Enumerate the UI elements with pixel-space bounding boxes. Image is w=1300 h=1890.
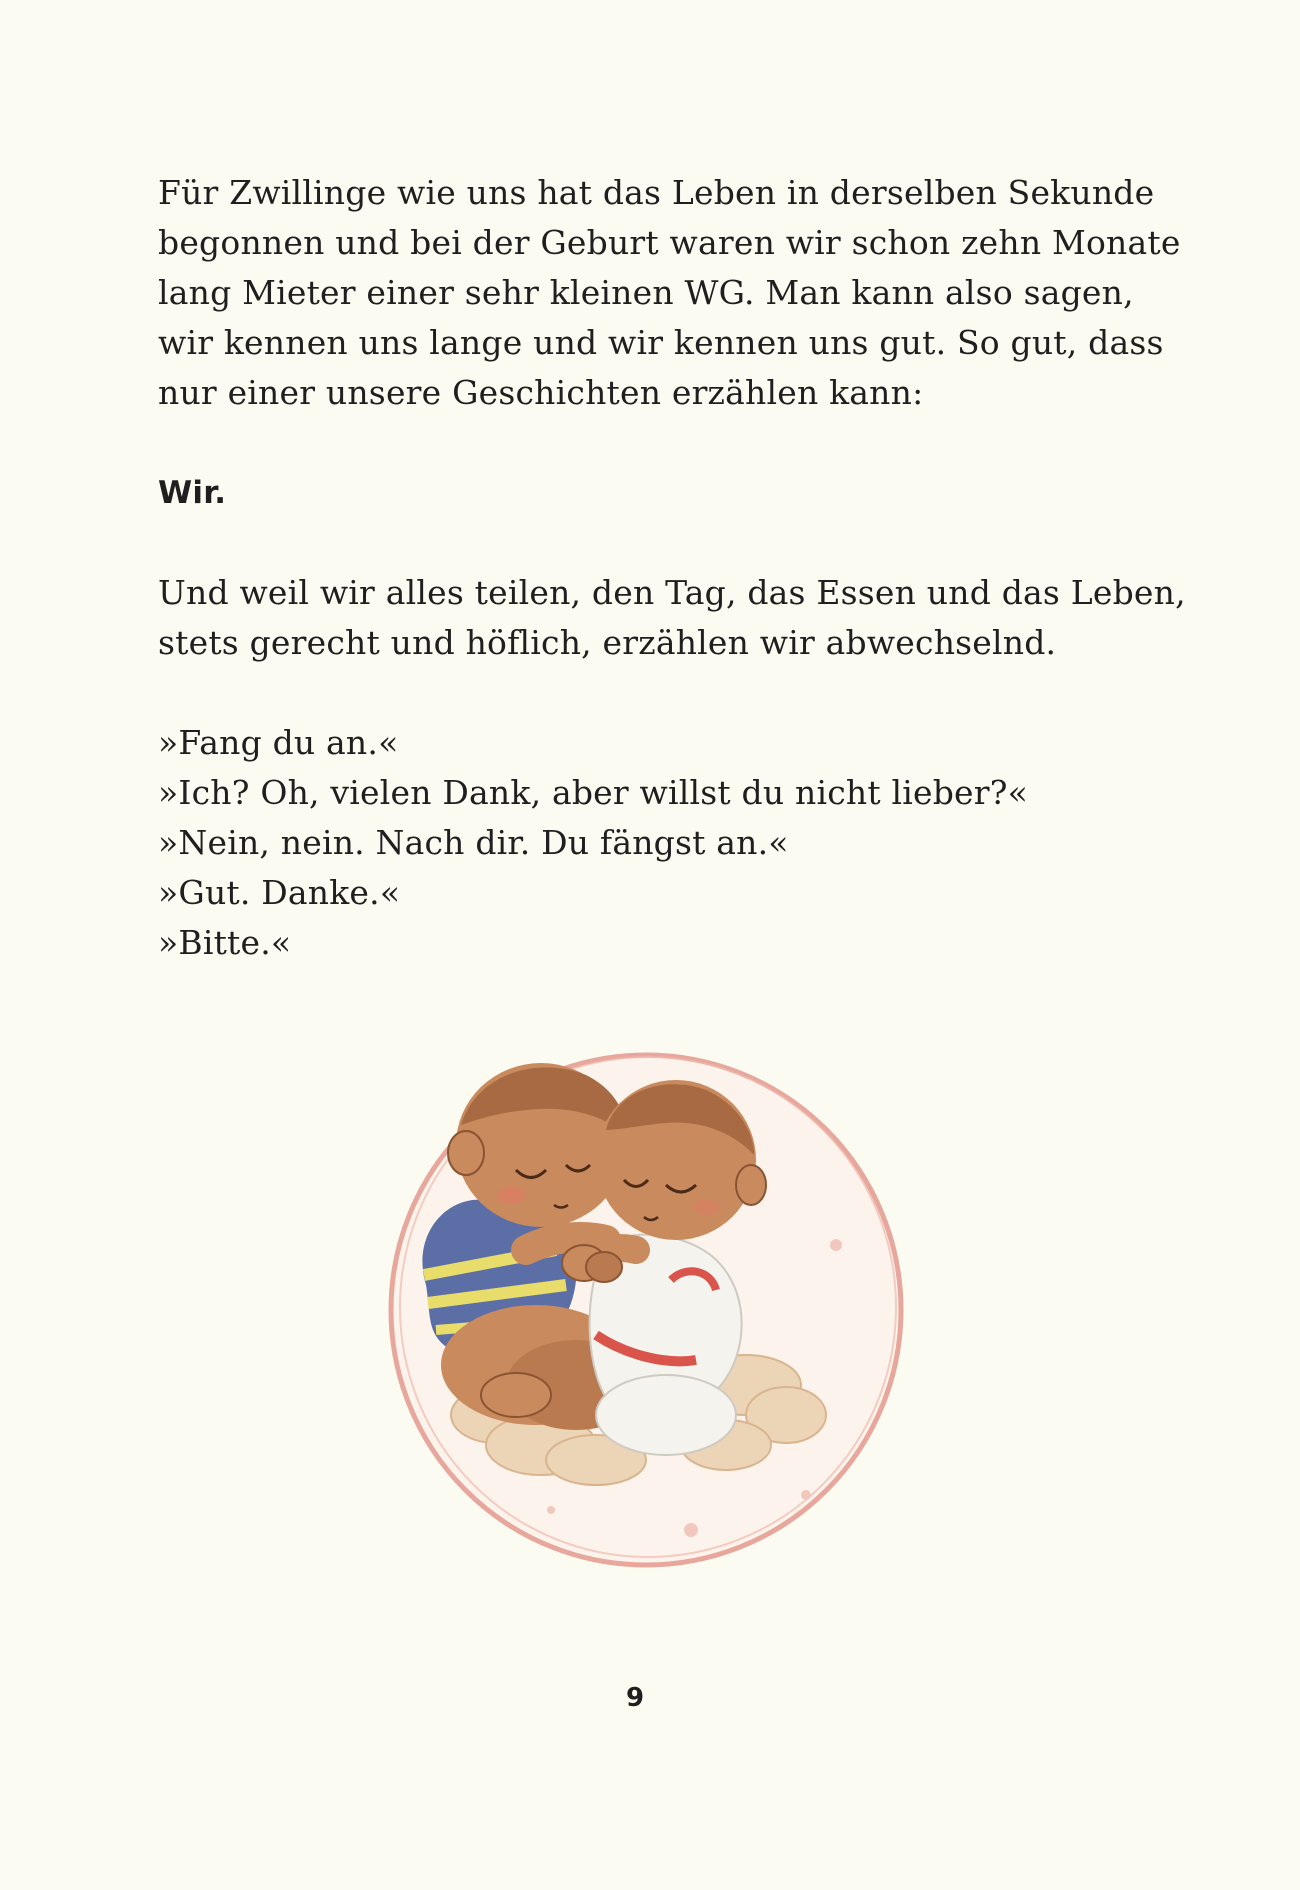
- paragraph-line: begonnen und bei der Geburt waren wir schon zehn Monate: [158, 223, 1181, 262]
- dialogue-block: [158, 718, 1158, 968]
- dialogue-line: »Fang du an.«: [158, 723, 399, 762]
- dialogue-line: »Nein, nein. Nach dir. Du fängst an.«: [158, 823, 789, 862]
- intro-paragraph: [158, 168, 1181, 418]
- dialogue-line: »Bitte.«: [158, 923, 292, 962]
- paragraph-line: nur einer unsere Geschichten erzählen kann:: [158, 373, 924, 412]
- page-number: 9: [625, 1683, 645, 1713]
- dialogue-line: »Ich? Oh, vielen Dank, aber willst du nicht lieber?«: [158, 773, 1029, 812]
- paragraph-line: lang Mieter einer sehr kleinen WG. Man kann also sagen,: [158, 273, 1134, 312]
- paragraph-line: Und weil wir alles teilen, den Tag, das Essen und das Leben,: [158, 573, 1186, 612]
- paragraph-line: stets gerecht und höflich, erzählen wir abwechselnd.: [158, 623, 1057, 662]
- second-paragraph: [158, 568, 1186, 668]
- paragraph-line: Für Zwillinge wie uns hat das Leben in derselben Sekunde: [158, 173, 1155, 212]
- twins-in-bubble-illustration: [366, 1035, 926, 1575]
- section-heading: Wir.: [158, 475, 227, 511]
- dialogue-line: »Gut. Danke.«: [158, 873, 401, 912]
- paragraph-line: wir kennen uns lange und wir kennen uns gut. So gut, dass: [158, 323, 1164, 362]
- page-text: [158, 168, 1186, 1018]
